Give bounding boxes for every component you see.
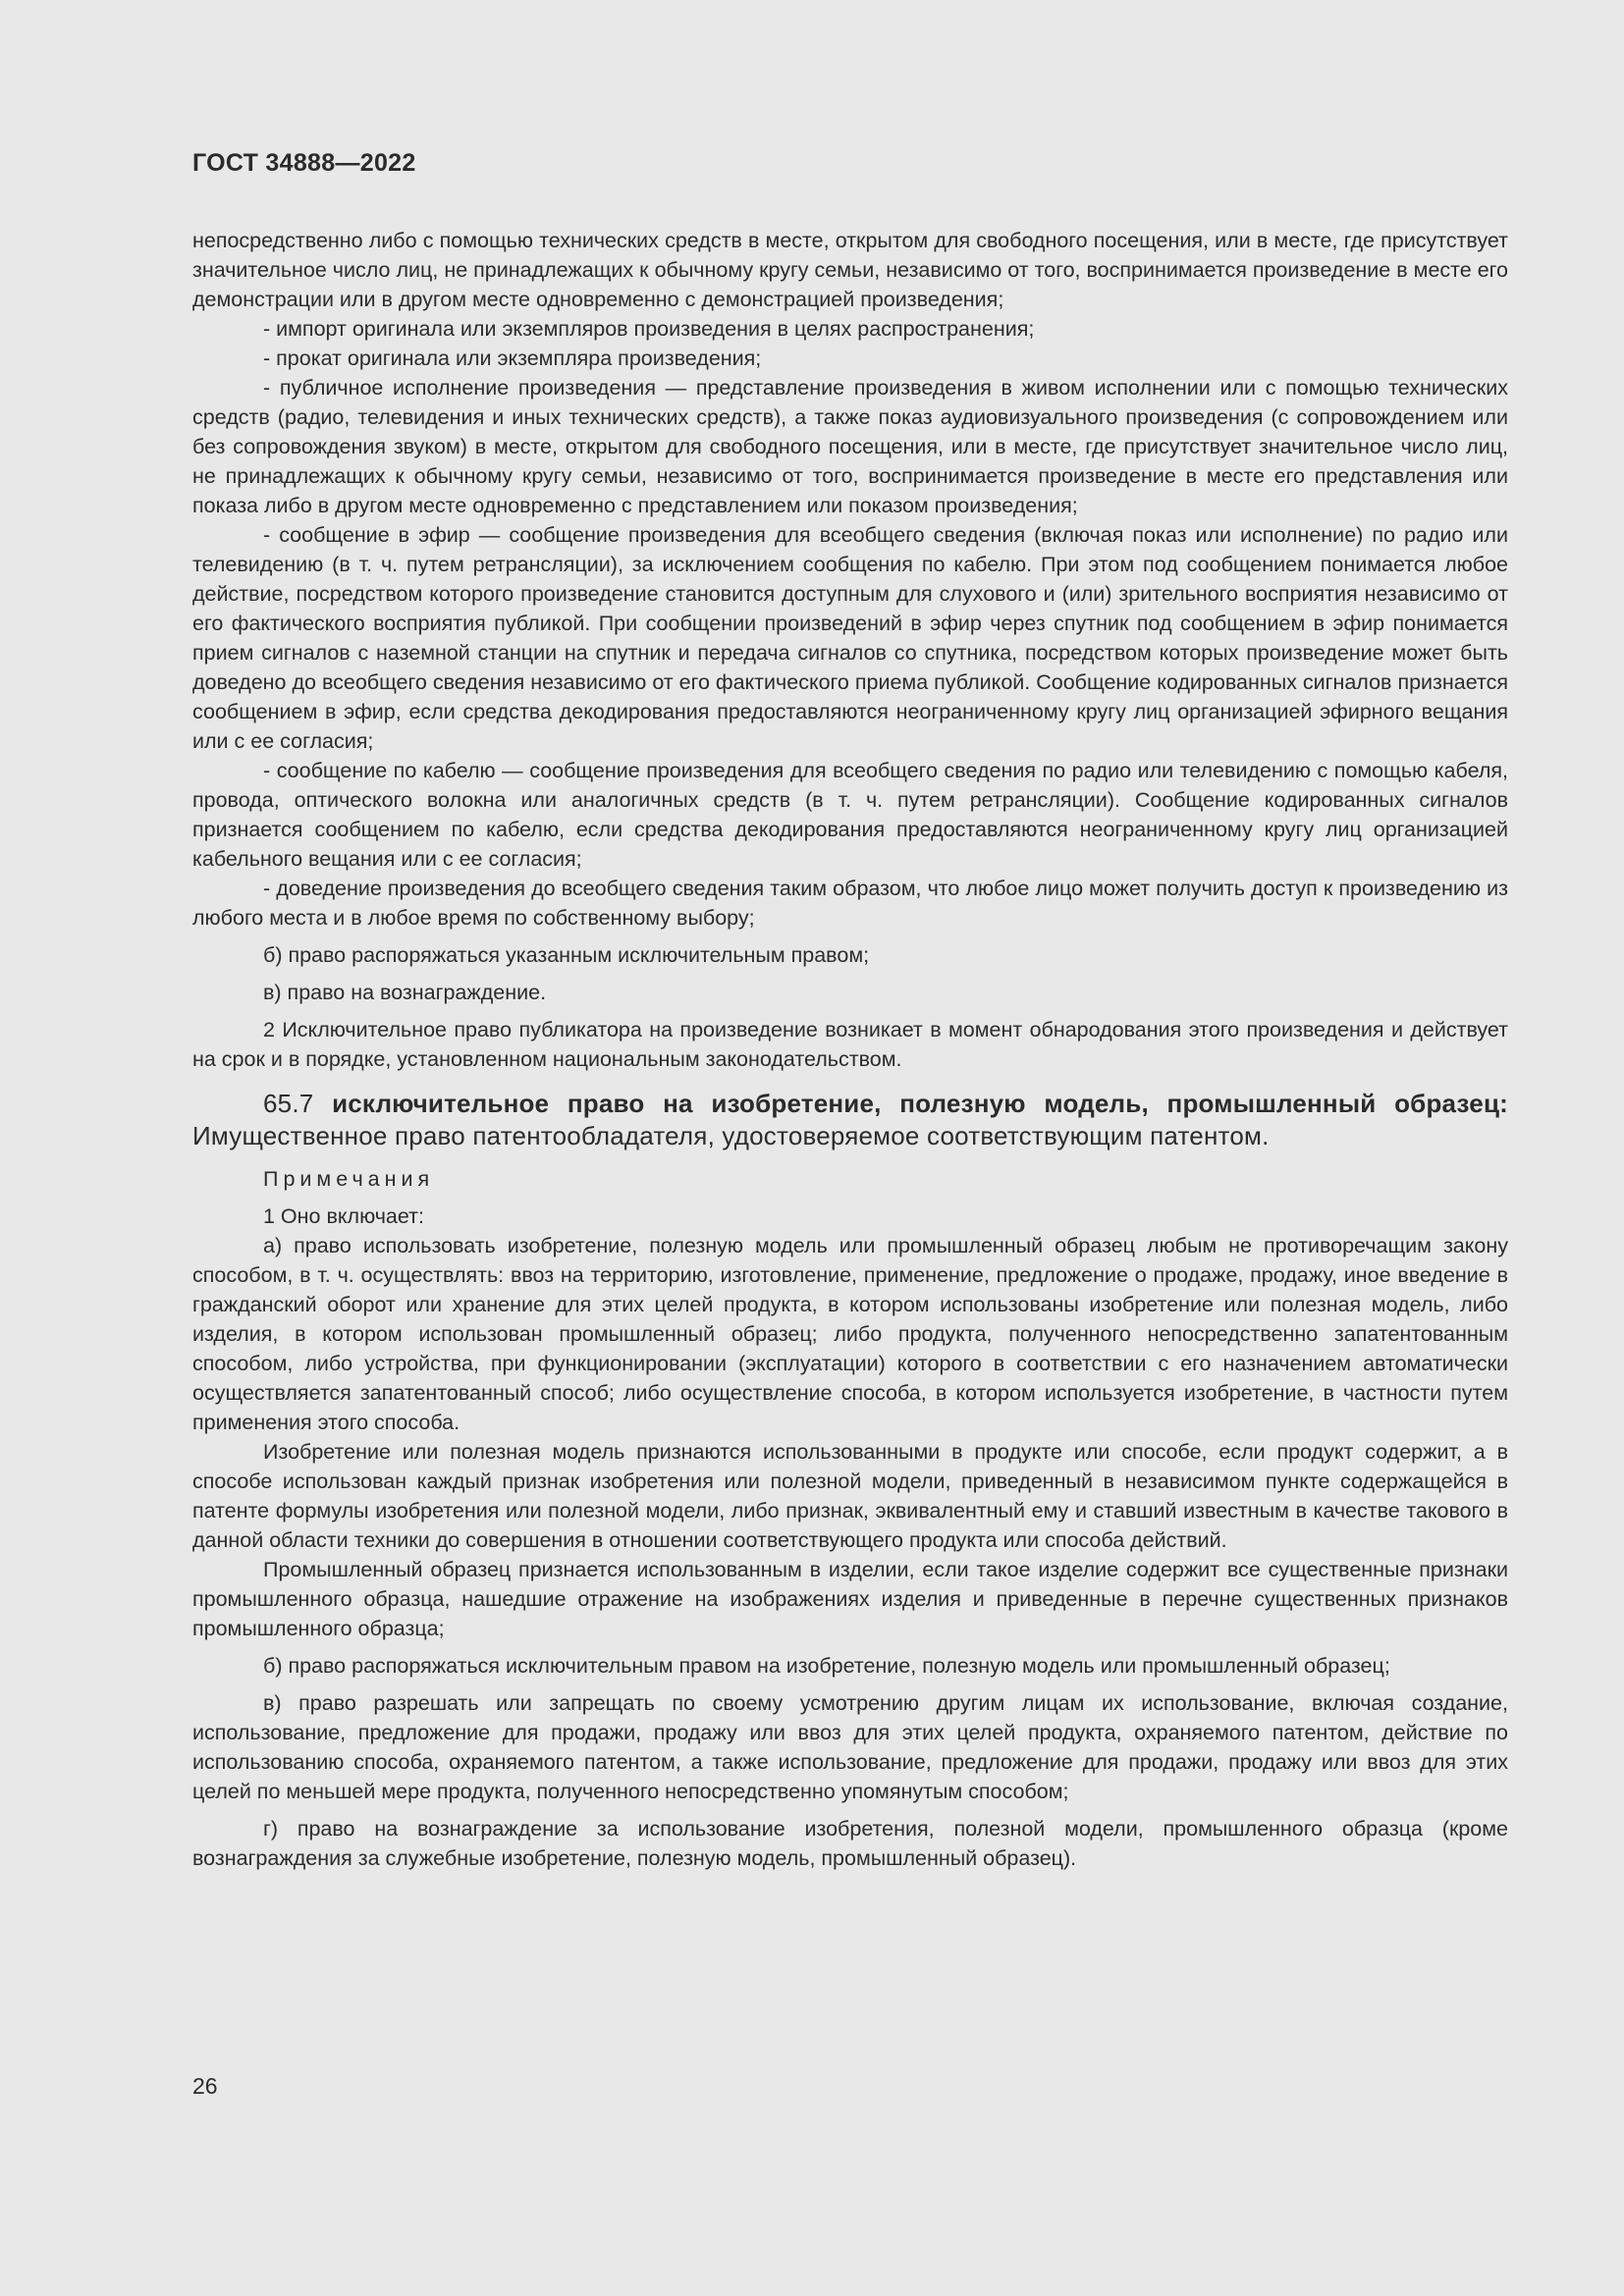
note-item: г) право на вознаграждение за использование изобретения, полезной модели, промышленного образца (кроме вознаграждения за служебные изобретение, полезную модель, промышленный образец). [192, 1817, 1508, 1870]
note-item: 1 Оно включает: [263, 1204, 424, 1228]
document-body [192, 226, 1508, 1873]
list-item: - сообщение по кабелю — сообщение произведения для всеобщего сведения по радио или телевидению с помощью кабеля, провода, оптического волокна или аналогичных средств (в т. ч. путем ретрансляции). Сообщение кодированных сигналов признается сообщением по кабелю, если средства декодирования предоставляются неограниченному кругу лиц организацией кабельного вещания или с ее согласия; [192, 759, 1508, 871]
note-paragraph: 2 Исключительное право публикатора на произведение возникает в момент обнародования этого произведения и действует на срок и в порядке, установленном национальным законодательством. [192, 1018, 1508, 1071]
notes-title: Примечания [263, 1167, 435, 1191]
term-number: 65.7 [263, 1089, 314, 1118]
term-entry [192, 1088, 1508, 1152]
note-item: а) право использовать изобретение, полезную модель или промышленный образец любым не противоречащим закону способом, в т. ч. осуществлять: ввоз на территорию, изготовление, применение, предложение о продаже, продажу, иное введение в гражданский оборот или хранение для этих целей продукта, в котором использованы изобретение или полезная модель, либо изделия, в котором использован промышленный образец; либо продукта, полученного непосредственно запатентованным способом, либо устройства, при функционировании (эксплуатации) которого в соответствии с его назначением автоматически осуществляется запатентованный способ; либо осуществление способа, в котором используется изобретение, в частности путем применения этого способа. [192, 1234, 1508, 1434]
list-item: б) право распоряжаться указанным исключительным правом; [263, 943, 870, 967]
note-item: б) право распоряжаться исключительным правом на изобретение, полезную модель или промышленный образец; [263, 1654, 1390, 1678]
list-item: в) право на вознаграждение. [263, 981, 547, 1004]
list-item: - импорт оригинала или экземпляров произведения в целях распространения; [263, 317, 1035, 341]
note-item: Промышленный образец признается использованным в изделии, если такое изделие содержит все существенные признаки промышленного образца, нашедшие отражение на изображениях изделия и приведенные в перечне существенных признаков промышленного образца; [192, 1558, 1508, 1640]
page-number: 26 [192, 2073, 218, 2099]
paragraph: непосредственно либо с помощью технических средств в месте, открытом для свободного посещения, или в месте, где присутствует значительное число лиц, не принадлежащих к обычному кругу семьи, независимо от того, воспринимается произведение в месте его демонстрации или в другом месте одновременно с демонстрацией произведения; [192, 229, 1508, 311]
term-definition: Имущественное право патентообладателя, удостоверяемое соответствующим патентом. [192, 1121, 1270, 1150]
list-item: - публичное исполнение произведения — представление произведения в живом исполнении или с помощью технических средств (радио, телевидения и иных технических средств), а также показ аудиовизуального произведения (с сопровождением или без сопровождения звуком) в месте, открытом для свободного посещения, или в месте, где присутствует значительное число лиц, не принадлежащих к обычному кругу семьи, независимо от того, воспринимается произведение в месте его представления или показа либо в другом месте одновременно с представлением или показом произведения; [192, 376, 1508, 517]
term-title: исключительное право на изобретение, полезную модель, промышленный образец: [332, 1089, 1508, 1118]
document-header: ГОСТ 34888—2022 [192, 149, 416, 177]
note-item: в) право разрешать или запрещать по своему усмотрению другим лицам их использование, включая создание, использование, предложение для продажи, продажу или ввоз для этих целей продукта, охраняемого патентом, действие по использованию способа, охраняемого патентом, а также использование, предложение для продажи, продажу или ввоз для этих целей по меньшей мере продукта, полученного непосредственно упомянутым способом; [192, 1691, 1508, 1803]
list-item: - прокат оригинала или экземпляра произведения; [263, 347, 762, 370]
list-item: - доведение произведения до всеобщего сведения таким образом, что любое лицо может получить доступ к произведению из любого места и в любое время по собственному выбору; [192, 877, 1508, 930]
note-item: Изобретение или полезная модель признаются использованными в продукте или способе, если продукт содержит, а в способе использован каждый признак изобретения или полезной модели, приведенный в независимом пункте содержащейся в патенте формулы изобретения или полезной модели, либо признак, эквивалентный ему и ставший известным в качестве такового в данной области техники до совершения в отношении соответствующего продукта или способа действий. [192, 1440, 1508, 1552]
list-item: - сообщение в эфир — сообщение произведения для всеобщего сведения (включая показ или исполнение) по радио или телевидению (в т. ч. путем ретрансляции), за исключением сообщения по кабелю. При этом под сообщением понимается любое действие, посредством которого произведение становится доступным для слухового и (или) зрительного восприятия независимо от его фактического восприятия публикой. При сообщении произведений в эфир через спутник под сообщением в эфир понимается прием сигналов с наземной станции на спутник и передача сигналов со спутника, посредством которых произведение может быть доведено до всеобщего сведения независимо от его фактического приема публикой. Сообщение кодированных сигналов признается сообщением в эфир, если средства декодирования предоставляются неограниченному кругу лиц организацией эфирного вещания или с ее согласия; [192, 523, 1508, 753]
